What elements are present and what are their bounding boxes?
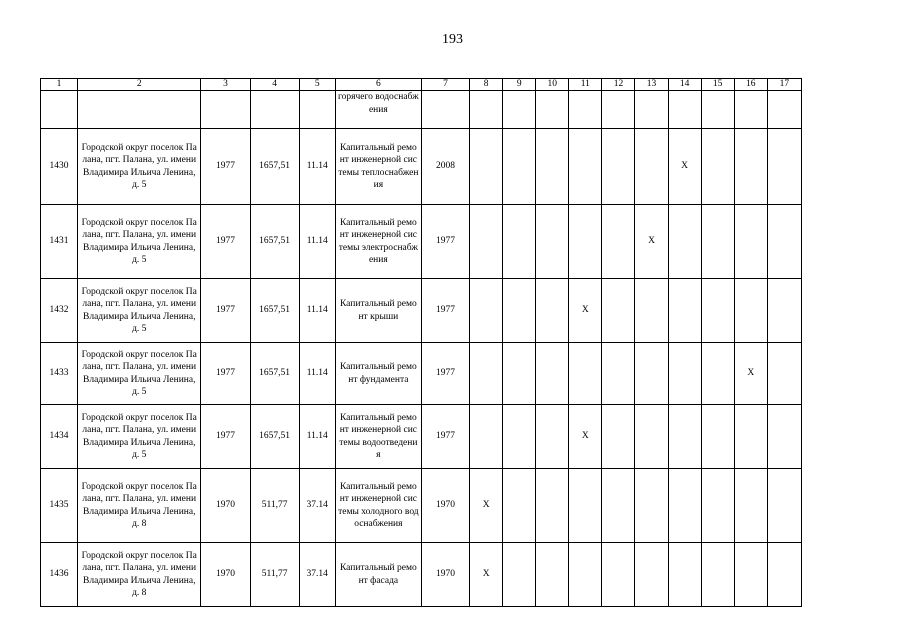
column-header-4: 4 [250, 79, 299, 91]
cell-empty [470, 343, 503, 405]
cell-year: 1977 [201, 279, 250, 343]
cell-empty [701, 343, 734, 405]
cell-year: 1977 [201, 129, 250, 205]
column-header-8: 8 [470, 79, 503, 91]
cell-year [201, 91, 250, 129]
cell-plan-year: 1970 [421, 543, 469, 607]
cell-work: Капитальный ремонт инженерной системы теплоснабжения [335, 129, 421, 205]
cell-empty [503, 469, 536, 543]
cell-area: 1657,51 [250, 205, 299, 279]
cell-empty [470, 205, 503, 279]
cell-empty [503, 129, 536, 205]
cell-empty [470, 279, 503, 343]
cell-year: 1970 [201, 469, 250, 543]
cell-empty [734, 129, 767, 205]
cell-work: горячего водоснабжения [335, 91, 421, 129]
table-row [41, 469, 802, 543]
table-row [41, 343, 802, 405]
cell-empty [569, 129, 602, 205]
cell-mark: Х [569, 279, 602, 343]
cell-empty [569, 469, 602, 543]
cell-work: Капитальный ремонт фасада [335, 543, 421, 607]
cell-num [41, 91, 78, 129]
cell-plan-year: 1977 [421, 205, 469, 279]
column-header-5: 5 [299, 79, 335, 91]
column-number-row [41, 79, 802, 91]
cell-year: 1977 [201, 343, 250, 405]
cell-empty [602, 279, 635, 343]
cell-address: Городской округ поселок Палана, пгт. Палана, ул. имени Владимира Ильича Ленина,д. 5 [78, 343, 201, 405]
column-header-1: 1 [41, 79, 78, 91]
cell-empty [602, 405, 635, 469]
cell-year: 1977 [201, 205, 250, 279]
cell-work: Капитальный ремонт инженерной системы холодного водоснабжения [335, 469, 421, 543]
cell-mark: Х [734, 343, 767, 405]
table-row [41, 205, 802, 279]
cell-plan-year: 2008 [421, 129, 469, 205]
cell-empty [503, 543, 536, 607]
continuation-row [41, 91, 802, 129]
cell-address [78, 91, 201, 129]
cell-mark: Х [569, 405, 602, 469]
cell-empty [668, 279, 701, 343]
cell-empty [536, 279, 569, 343]
cell-empty [503, 205, 536, 279]
cell-empty [602, 205, 635, 279]
cell-area [250, 91, 299, 129]
cell-empty [536, 343, 569, 405]
cell-empty [536, 405, 569, 469]
cell-empty [470, 405, 503, 469]
cell-empty [701, 469, 734, 543]
column-header-3: 3 [201, 79, 250, 91]
cell-address: Городской округ поселок Палана, пгт. Палана, ул. имени Владимира Ильича Ленина,д. 5 [78, 129, 201, 205]
table-row [41, 279, 802, 343]
cell-plan-year: 1977 [421, 279, 469, 343]
cell-code: 37.14 [299, 543, 335, 607]
cell-area: 1657,51 [250, 279, 299, 343]
cell-empty [536, 469, 569, 543]
cell-code: 11.14 [299, 279, 335, 343]
cell-empty [701, 205, 734, 279]
cell-num: 1432 [41, 279, 78, 343]
cell-empty [767, 543, 801, 607]
cell-empty [635, 129, 668, 205]
cell-plan-year: 1977 [421, 405, 469, 469]
cell-empty [701, 129, 734, 205]
cell-empty [602, 469, 635, 543]
cell-year: 1970 [201, 543, 250, 607]
cell-empty [668, 205, 701, 279]
cell-empty [536, 205, 569, 279]
column-header-14: 14 [668, 79, 701, 91]
cell-num: 1430 [41, 129, 78, 205]
cell-empty [767, 129, 801, 205]
column-header-2: 2 [78, 79, 201, 91]
column-header-12: 12 [602, 79, 635, 91]
cell-code [299, 91, 335, 129]
cell-area: 1657,51 [250, 343, 299, 405]
cell-empty [635, 543, 668, 607]
cell-empty [767, 205, 801, 279]
cell-empty [767, 279, 801, 343]
cell-address: Городской округ поселок Палана, пгт. Палана, ул. имени Владимира Ильича Ленина,д. 8 [78, 469, 201, 543]
cell-empty [569, 343, 602, 405]
cell-num: 1431 [41, 205, 78, 279]
cell-empty [734, 205, 767, 279]
cell-empty [767, 405, 801, 469]
cell-area: 1657,51 [250, 405, 299, 469]
cell-code: 37.14 [299, 469, 335, 543]
column-header-6: 6 [335, 79, 421, 91]
cell-num: 1434 [41, 405, 78, 469]
cell-address: Городской округ поселок Палана, пгт. Палана, ул. имени Владимира Ильича Ленина,д. 5 [78, 279, 201, 343]
cell-empty [503, 405, 536, 469]
cell-empty [470, 129, 503, 205]
cell-empty [701, 543, 734, 607]
cell-plan-year: 1977 [421, 343, 469, 405]
table-row [41, 129, 802, 205]
cell-empty [668, 469, 701, 543]
cell-empty [734, 405, 767, 469]
cell-empty [668, 343, 701, 405]
cell-num: 1435 [41, 469, 78, 543]
table-row [41, 543, 802, 607]
cell-empty [668, 405, 701, 469]
column-header-10: 10 [536, 79, 569, 91]
cell-address: Городской округ поселок Палана, пгт. Палана, ул. имени Владимира Ильича Ленина,д. 5 [78, 405, 201, 469]
cell-empty [503, 343, 536, 405]
cell-year: 1977 [201, 405, 250, 469]
column-header-17: 17 [767, 79, 801, 91]
cell-area: 1657,51 [250, 129, 299, 205]
cell-work: Капитальный ремонт фундамента [335, 343, 421, 405]
cell-empty [734, 543, 767, 607]
column-header-9: 9 [503, 79, 536, 91]
cell-empty [569, 543, 602, 607]
cell-address: Городской округ поселок Палана, пгт. Палана, ул. имени Владимира Ильича Ленина,д. 5 [78, 205, 201, 279]
cell-empty [602, 343, 635, 405]
cell-empty [635, 405, 668, 469]
column-header-15: 15 [701, 79, 734, 91]
cell-empty [734, 469, 767, 543]
cell-mark: Х [470, 543, 503, 607]
cell-work: Капитальный ремонт крыши [335, 279, 421, 343]
column-header-13: 13 [635, 79, 668, 91]
cell-empty [569, 205, 602, 279]
cell-empty [734, 279, 767, 343]
cell-work: Капитальный ремонт инженерной системы водоотведения [335, 405, 421, 469]
cell-empty [536, 543, 569, 607]
cell-empty [701, 405, 734, 469]
table-row [41, 405, 802, 469]
cell-code: 11.14 [299, 129, 335, 205]
register-table [40, 78, 802, 607]
cell-mark: Х [470, 469, 503, 543]
cell-num: 1433 [41, 343, 78, 405]
cell-empty [635, 469, 668, 543]
column-header-11: 11 [569, 79, 602, 91]
cell-address: Городской округ поселок Палана, пгт. Палана, ул. имени Владимира Ильича Ленина,д. 8 [78, 543, 201, 607]
page-number: 193 [442, 32, 463, 47]
cell-mark: Х [635, 205, 668, 279]
cell-empty [536, 129, 569, 205]
cell-empty [602, 129, 635, 205]
cell-code: 11.14 [299, 343, 335, 405]
cell-area: 511,77 [250, 469, 299, 543]
cell-empty [767, 469, 801, 543]
cell-work: Капитальный ремонт инженерной системы электроснабжения [335, 205, 421, 279]
cell-empty [635, 343, 668, 405]
cell-empty [635, 279, 668, 343]
column-header-7: 7 [421, 79, 469, 91]
cell-plan-year [421, 91, 469, 129]
cell-code: 11.14 [299, 205, 335, 279]
column-header-16: 16 [734, 79, 767, 91]
cell-mark: Х [668, 129, 701, 205]
cell-code: 11.14 [299, 405, 335, 469]
cell-area: 511,77 [250, 543, 299, 607]
cell-empty [767, 343, 801, 405]
cell-empty [602, 543, 635, 607]
cell-empty [701, 279, 734, 343]
cell-plan-year: 1970 [421, 469, 469, 543]
cell-empty [503, 279, 536, 343]
cell-empty [668, 543, 701, 607]
cell-num: 1436 [41, 543, 78, 607]
